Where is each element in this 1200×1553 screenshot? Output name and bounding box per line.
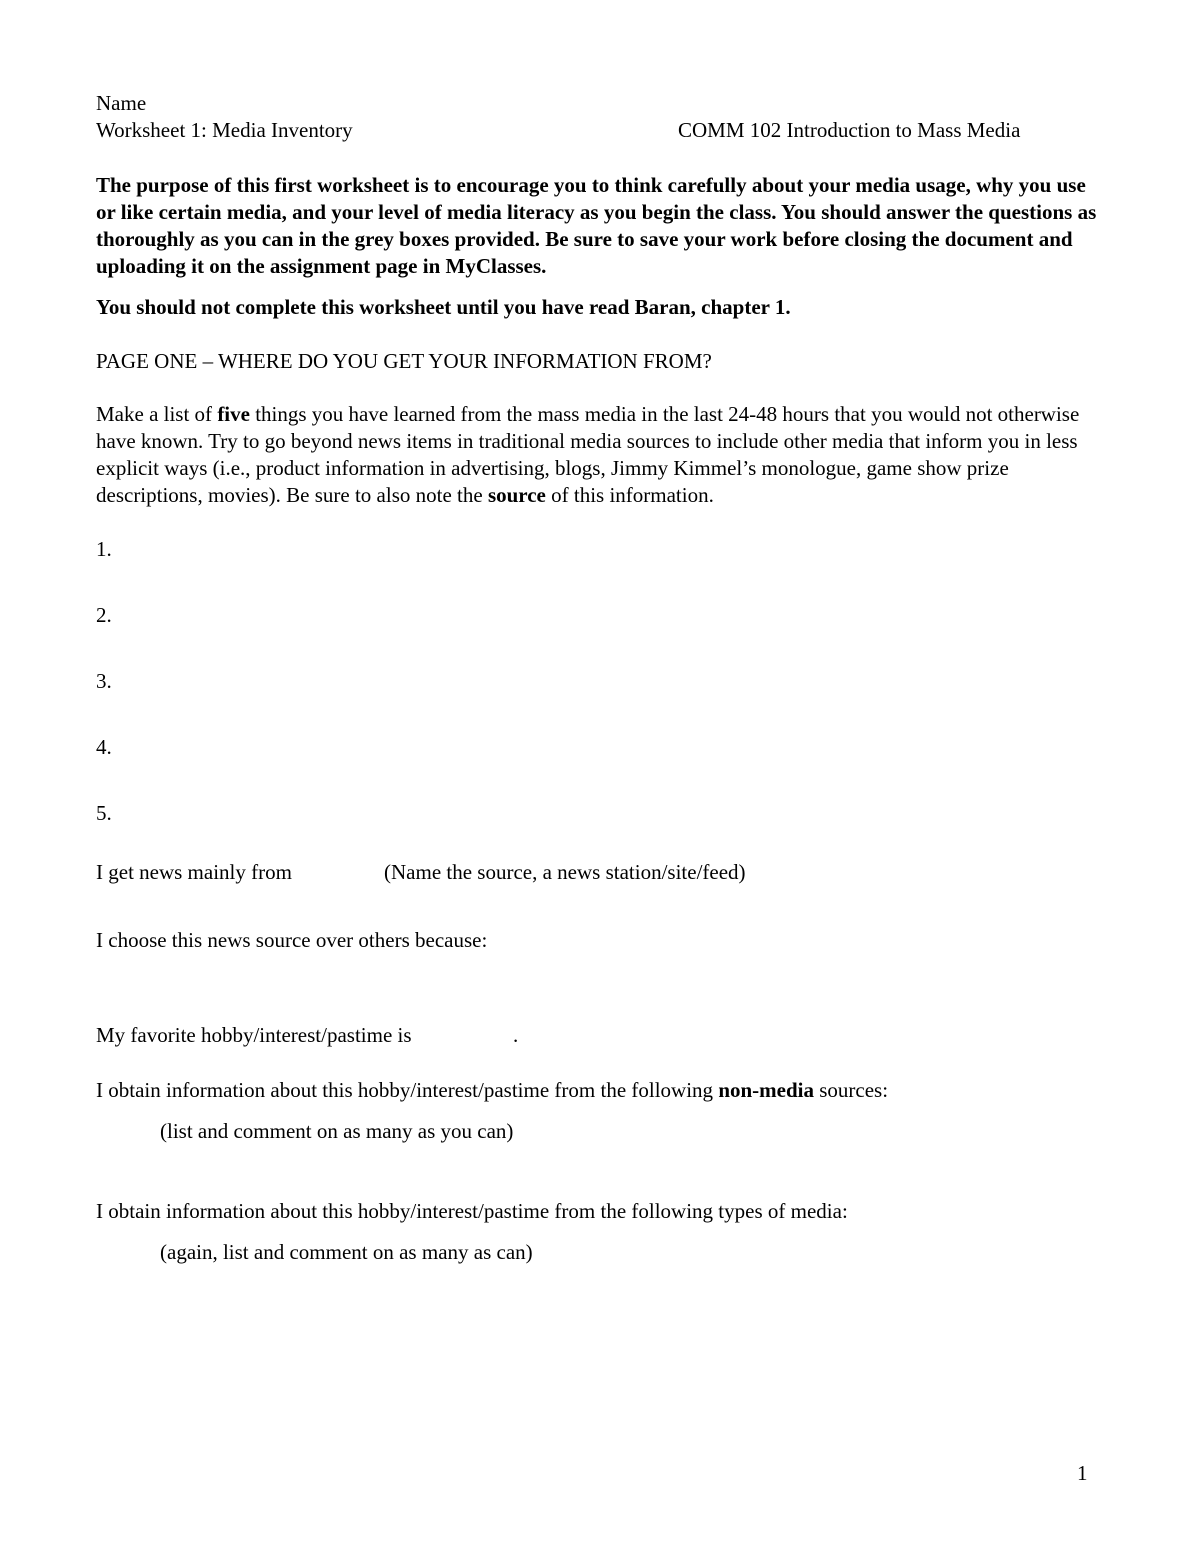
instructions-text: Make a list of <box>96 402 218 426</box>
list-item: 4. <box>96 735 112 759</box>
purpose-paragraph: The purpose of this first worksheet is to encourage you to think carefully about your media usage, why you use or like certain media, and your level of media literacy as you begin the class. You should answer the questions as thoroughly as you can in the grey boxes provided. Be sure to save your work before closing the document and uploading it on the assignment page in MyClasses. <box>96 173 1097 278</box>
news-reason-prompt: I choose this news source over others because: <box>96 928 488 952</box>
instructions-text: of this information. <box>545 483 714 507</box>
news-source-label: I get news mainly from <box>96 860 292 884</box>
page-number: 1 <box>1077 1461 1088 1485</box>
course-title: COMM 102 Introduction to Mass Media <box>678 118 1021 142</box>
worksheet-title: Worksheet 1: Media Inventory <box>96 118 353 142</box>
non-media-emphasis: non-media <box>718 1078 814 1102</box>
list-item: 5. <box>96 801 112 825</box>
name-label: Name <box>96 91 147 115</box>
list-item: 3. <box>96 669 112 693</box>
non-media-text: I obtain information about this hobby/interest/pastime from the following <box>96 1078 719 1102</box>
prerequisite-note: You should not complete this worksheet until you have read Baran, chapter 1. <box>96 295 791 319</box>
instructions-emphasis-source: source <box>487 483 546 507</box>
instructions-text: things you have learned from the mass media in the last 24-48 hours that you would not otherwise have known. Try to go beyond news items in traditional media sources to include other media that inform you in less explicit ways (i.e., product information in advertising, blogs, Jimmy Kimmel’s monologue, game show prize descriptions, movies). Be sure to also note the <box>96 402 1080 507</box>
list-item: 1. <box>96 537 112 561</box>
non-media-prompt <box>96 1077 888 1104</box>
hobby-prompt: My favorite hobby/interest/pastime is <box>96 1023 412 1047</box>
media-types-hint: (again, list and comment on as many as can) <box>160 1240 533 1264</box>
list-instructions <box>96 401 1106 509</box>
section-heading: PAGE ONE – WHERE DO YOU GET YOUR INFORMATION FROM? <box>96 349 712 373</box>
news-source-hint: (Name the source, a news station/site/feed) <box>384 860 746 884</box>
instructions-emphasis-five: five <box>217 402 250 426</box>
hobby-period: . <box>513 1023 519 1047</box>
non-media-text: sources: <box>814 1078 889 1102</box>
non-media-hint: (list and comment on as many as you can) <box>160 1119 514 1143</box>
media-types-prompt: I obtain information about this hobby/interest/pastime from the following types of media: <box>96 1199 848 1223</box>
list-item: 2. <box>96 603 112 627</box>
